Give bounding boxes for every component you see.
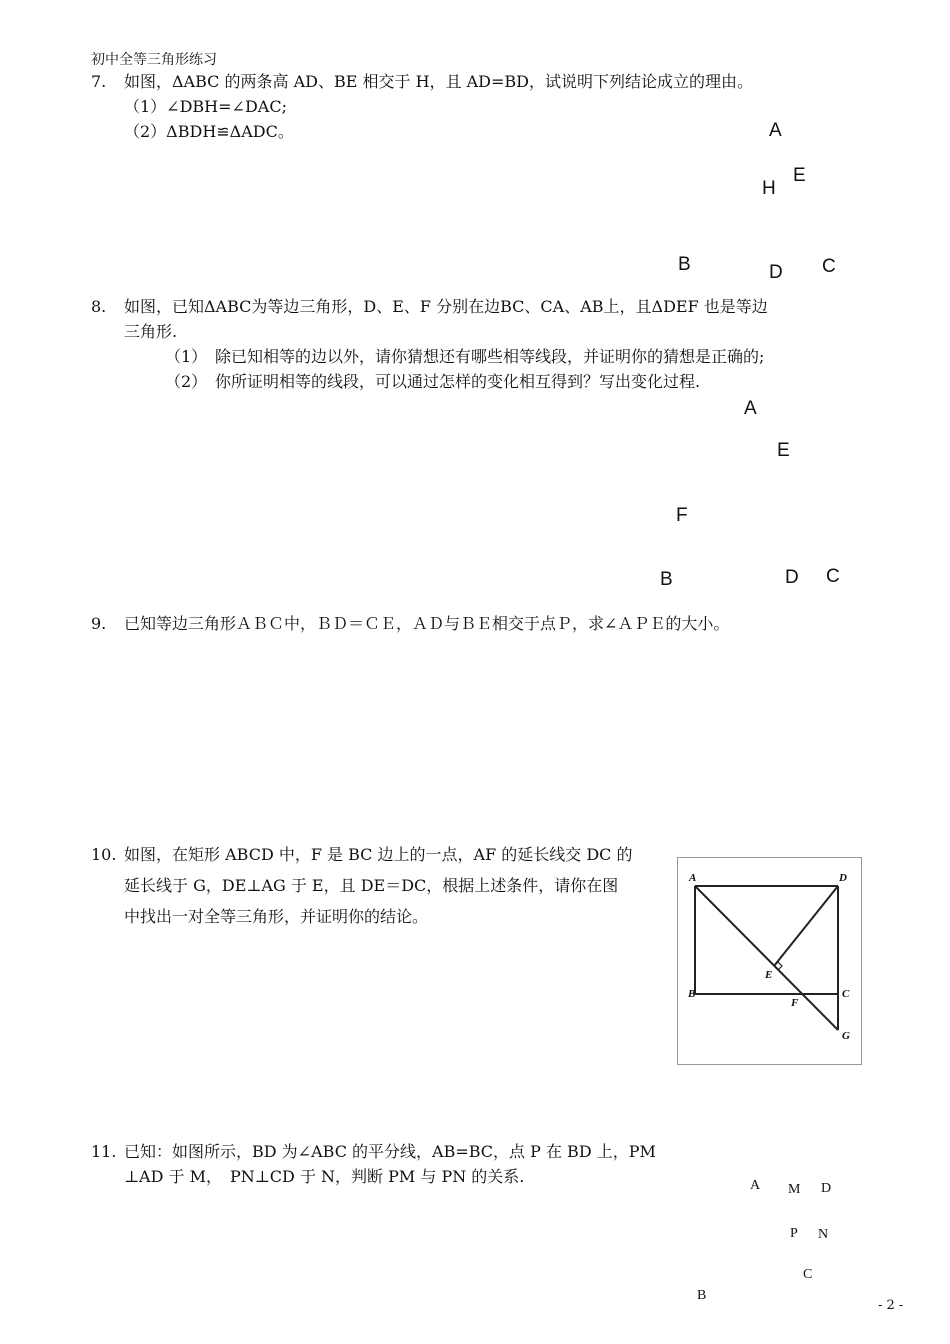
problem-text-line-1: 如图，已知ΔABC为等边三角形，D、E、F 分别在边BC、CA、AB上，且ΔDEF 也是等边 xyxy=(124,297,768,316)
page-number: - 2 - xyxy=(878,1298,904,1313)
problem-number: 9. xyxy=(91,614,107,633)
segment-ag xyxy=(695,886,838,1030)
rectangle-diagram xyxy=(678,858,863,1066)
point-label-d: D xyxy=(785,567,799,588)
problem-number: 11. xyxy=(91,1142,117,1161)
subquestion-2: 你所证明相等的线段，可以通过怎样的变化相互得到？写出变化过程. xyxy=(215,372,701,391)
subquestion-1-number: （1） xyxy=(165,347,208,366)
subquestion-2-number: （2） xyxy=(165,372,208,391)
point-label-g: G xyxy=(842,1030,850,1042)
point-label-d: D xyxy=(821,1181,832,1196)
point-label-d: D xyxy=(769,262,783,283)
point-label-b: B xyxy=(688,988,696,1000)
problem-text-line-2: ⊥AD 于 M， PN⊥CD 于 N，判断 PM 与 PN 的关系. xyxy=(124,1167,525,1186)
segment-de xyxy=(774,886,838,966)
point-label-c: C xyxy=(826,566,840,587)
point-label-b: B xyxy=(660,569,673,590)
problem-number: 7. xyxy=(91,72,107,91)
problem-text-line-2: 延长线于 G，DE⊥AG 于 E，且 DE＝DC，根据上述条件，请你在图 xyxy=(124,876,619,895)
subquestion-1: （1）∠DBH=∠DAC; xyxy=(124,97,287,116)
point-label-p: P xyxy=(790,1226,798,1241)
point-label-b: B xyxy=(697,1288,707,1303)
problem-text-line-1: 已知：如图所示，BD 为∠ABC 的平分线，AB=BC，点 P 在 BD 上，PM xyxy=(124,1142,656,1161)
point-label-c: C xyxy=(803,1267,813,1282)
problem-text: 已知等边三角形ＡＢＣ中，ＢＤ＝ＣＥ，ＡＤ与ＢＥ相交于点Ｐ，求∠ＡＰＥ的大小。 xyxy=(124,614,730,633)
point-label-f: F xyxy=(791,997,799,1009)
problem-number: 8. xyxy=(91,297,107,316)
subquestion-2: （2）ΔBDH≌ΔADC。 xyxy=(124,122,294,141)
point-label-a: A xyxy=(750,1178,761,1193)
problem-text: 如图，ΔABC 的两条高 AD、BE 相交于 H，且 AD=BD，试说明下列结论成立的理由。 xyxy=(124,72,753,91)
point-label-n: N xyxy=(818,1227,829,1242)
problem-text-line-1: 如图，在矩形 ABCD 中，F 是 BC 边上的一点，AF 的延长线交 DC 的 xyxy=(124,845,633,864)
subquestion-1: 除已知相等的边以外，请你猜想还有哪些相等线段，并证明你的猜想是正确的; xyxy=(215,347,765,366)
point-label-c: C xyxy=(842,988,850,1000)
point-label-h: H xyxy=(762,178,776,199)
point-label-m: M xyxy=(788,1182,801,1197)
problem-text-line-3: 中找出一对全等三角形，并证明你的结论。 xyxy=(124,907,429,926)
point-label-a: A xyxy=(689,872,697,884)
point-label-e: E xyxy=(793,165,806,186)
point-label-a: A xyxy=(769,120,782,141)
point-label-a: A xyxy=(744,398,757,419)
page-header: 初中全等三角形练习 xyxy=(91,52,217,68)
problem-text-line-2: 三角形. xyxy=(124,322,178,341)
point-label-f: F xyxy=(676,505,688,526)
point-label-c: C xyxy=(822,256,836,277)
problem-number: 10. xyxy=(91,845,117,864)
point-label-b: B xyxy=(678,254,691,275)
figure-10 xyxy=(677,857,862,1065)
point-label-d: D xyxy=(839,872,847,884)
point-label-e: E xyxy=(777,440,790,461)
point-label-e: E xyxy=(765,969,773,981)
